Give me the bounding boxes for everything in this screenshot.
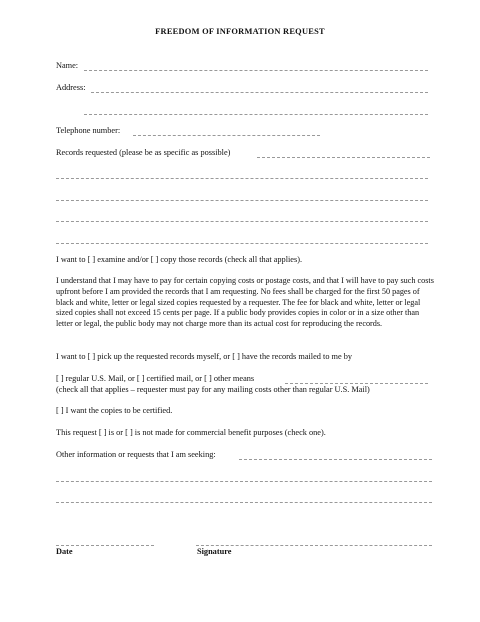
commercial-text: This request [ ] is or [ ] is not made for commercial benefit purposes (check one).	[56, 428, 326, 437]
records-field-line-5[interactable]	[56, 243, 428, 244]
signature-field[interactable]	[196, 545, 432, 546]
date-label: Date	[56, 547, 73, 556]
records-field-line-4[interactable]	[56, 221, 428, 222]
other-means-field[interactable]	[285, 383, 428, 384]
other-info-label: Other information or requests that I am seeking:	[56, 450, 216, 459]
telephone-field[interactable]	[133, 135, 320, 136]
telephone-label: Telephone number:	[56, 126, 121, 135]
records-field-line-2[interactable]	[56, 178, 428, 179]
pickup-text: I want to [ ] pick up the requested records myself, or [ ] have the records mailed to me by	[56, 352, 353, 361]
address-label: Address:	[56, 83, 86, 92]
address-field-line-2[interactable]	[84, 114, 428, 115]
cost-paragraph: I understand that I may have to pay for certain copying costs or postage costs, and that I will have to pay such costs upfront before I am provided the records that I am requesting. No fees shall be charged for the first 50 pages of black and white, letter or legal sized copies requested by a requester. The fee for black and white, letter or legal sized copies shall not exceed 15 cents per page. If a public body provides copies in color or in a size other than letter or legal, the public body may not charge more than its actual cost for reproducing the records.	[56, 276, 434, 329]
other-info-field-line-2[interactable]	[56, 481, 432, 482]
records-field-line-3[interactable]	[56, 200, 428, 201]
mail-note: (check all that applies – requester must pay for any mailing costs other than regular U.S. Mail)	[56, 385, 370, 394]
name-field[interactable]	[84, 70, 428, 71]
signature-label: Signature	[197, 547, 232, 556]
mail-options-text: [ ] regular U.S. Mail, or [ ] certified mail, or [ ] other means	[56, 374, 255, 383]
other-info-field-line-3[interactable]	[56, 502, 432, 503]
examine-copy-text: I want to [ ] examine and/or [ ] copy those records (check all that applies).	[56, 255, 303, 264]
certified-text: [ ] I want the copies to be certified.	[56, 406, 173, 415]
name-label: Name:	[56, 61, 79, 70]
other-info-field-line-1[interactable]	[239, 459, 432, 460]
date-field[interactable]	[56, 545, 154, 546]
records-label: Records requested (please be as specific as possible)	[56, 148, 231, 157]
records-field-line-1[interactable]	[257, 157, 430, 158]
form-title: FREEDOM OF INFORMATION REQUEST	[155, 27, 325, 36]
address-field-line-1[interactable]	[91, 92, 428, 93]
